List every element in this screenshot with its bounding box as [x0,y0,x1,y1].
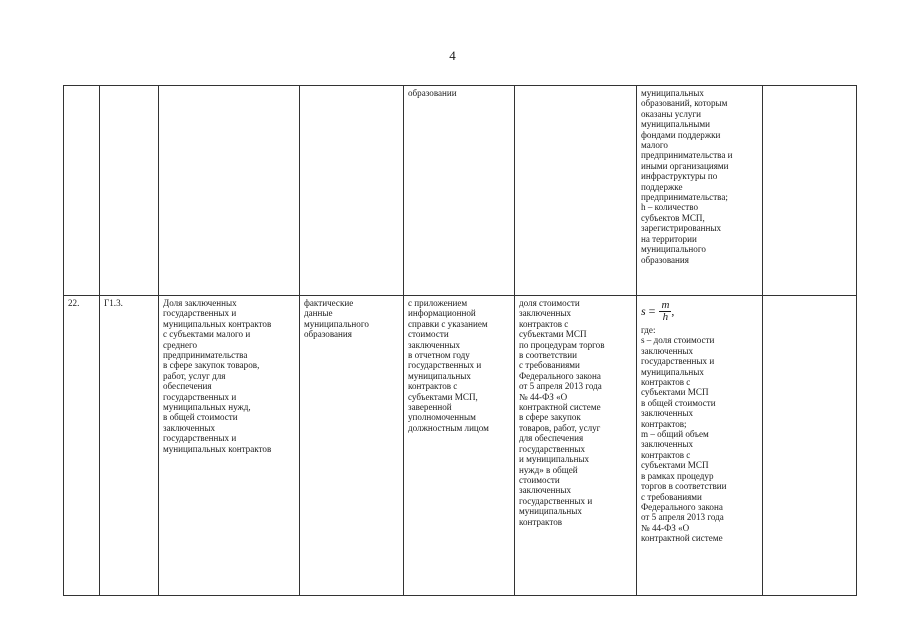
explanation-text: где: s – доля стоимости заключенных государственных и муниципальных контрактов с субъектами МСП в общей стоимости заключенных контрактов; m – общий объем заключенных контрактов с субъектами МСП в рамках процедур торгов в соответствии с требованиями Федерального закона от 5 апреля 2013 года № 44-ФЗ «О контрактной системе [641,325,727,544]
cell-indicator [159,86,300,296]
cell-confirm [404,296,515,596]
cell-confirm [404,86,515,296]
cell-number [64,86,100,296]
page-number: 4 [449,48,456,63]
definition-text: доля стоимости заключенных контрактов с субъектами МСП по процедурам торгов в соответствии с требованиями Федерального закона от 5 апреля 2013 года № 44-ФЗ «О контрактной системе в сфере закупок товаров, работ, услуг для обеспечения государственных и муниципальных нужд» в общей стоимости заключенных государственных и муниципальных контрактов [519,298,605,527]
table-row [64,296,857,596]
confirm-text: с приложением информационной справки с указанием стоимости заключенных в отчетном году государственных и муниципальных контрактов с субъектами МСП, заверенной уполномоченным должностным лицом [408,298,489,433]
indicators-table [63,85,857,596]
formula-comma: , [671,304,675,319]
cell-explanation [637,86,763,296]
formula-eq: = [648,304,656,319]
cell-text: муниципальных образований, которым оказаны услуги муниципальными фондами поддержки малого предпринимательства и иными организациями инфраструктуры по поддержке предпринимательства; h – количество субъектов МСП, зарегистрированных на территории муниципального образования [641,88,733,265]
formula-denominator: h [662,311,669,323]
indicator-text: Доля заключенных государственных и муниципальных контрактов с субъектами малого и среднего предпринимательства в сфере закупок товаров, работ, услуг для обеспечения государственных и муниципальных нужд, в общей стоимости заключенных государственных и муниципальных контрактов [163,298,272,454]
cell-explanation [637,296,763,596]
row-code: Г1.3. [104,298,123,308]
cell-definition [515,296,637,596]
cell-code [100,86,159,296]
source-text: фактические данные муниципального образования [304,298,369,340]
formula [641,300,759,323]
cell-source [300,86,404,296]
table-row [64,86,857,296]
cell-code [100,296,159,596]
row-number: 22. [68,298,80,308]
cell-empty [763,296,857,596]
cell-definition [515,86,637,296]
cell-empty [763,86,857,296]
cell-indicator [159,296,300,596]
formula-numerator: m [661,299,670,311]
formula-lhs: s [641,304,646,319]
cell-number [64,296,100,596]
cell-source [300,296,404,596]
formula-fraction [659,300,671,323]
cell-text: образовании [408,88,457,98]
